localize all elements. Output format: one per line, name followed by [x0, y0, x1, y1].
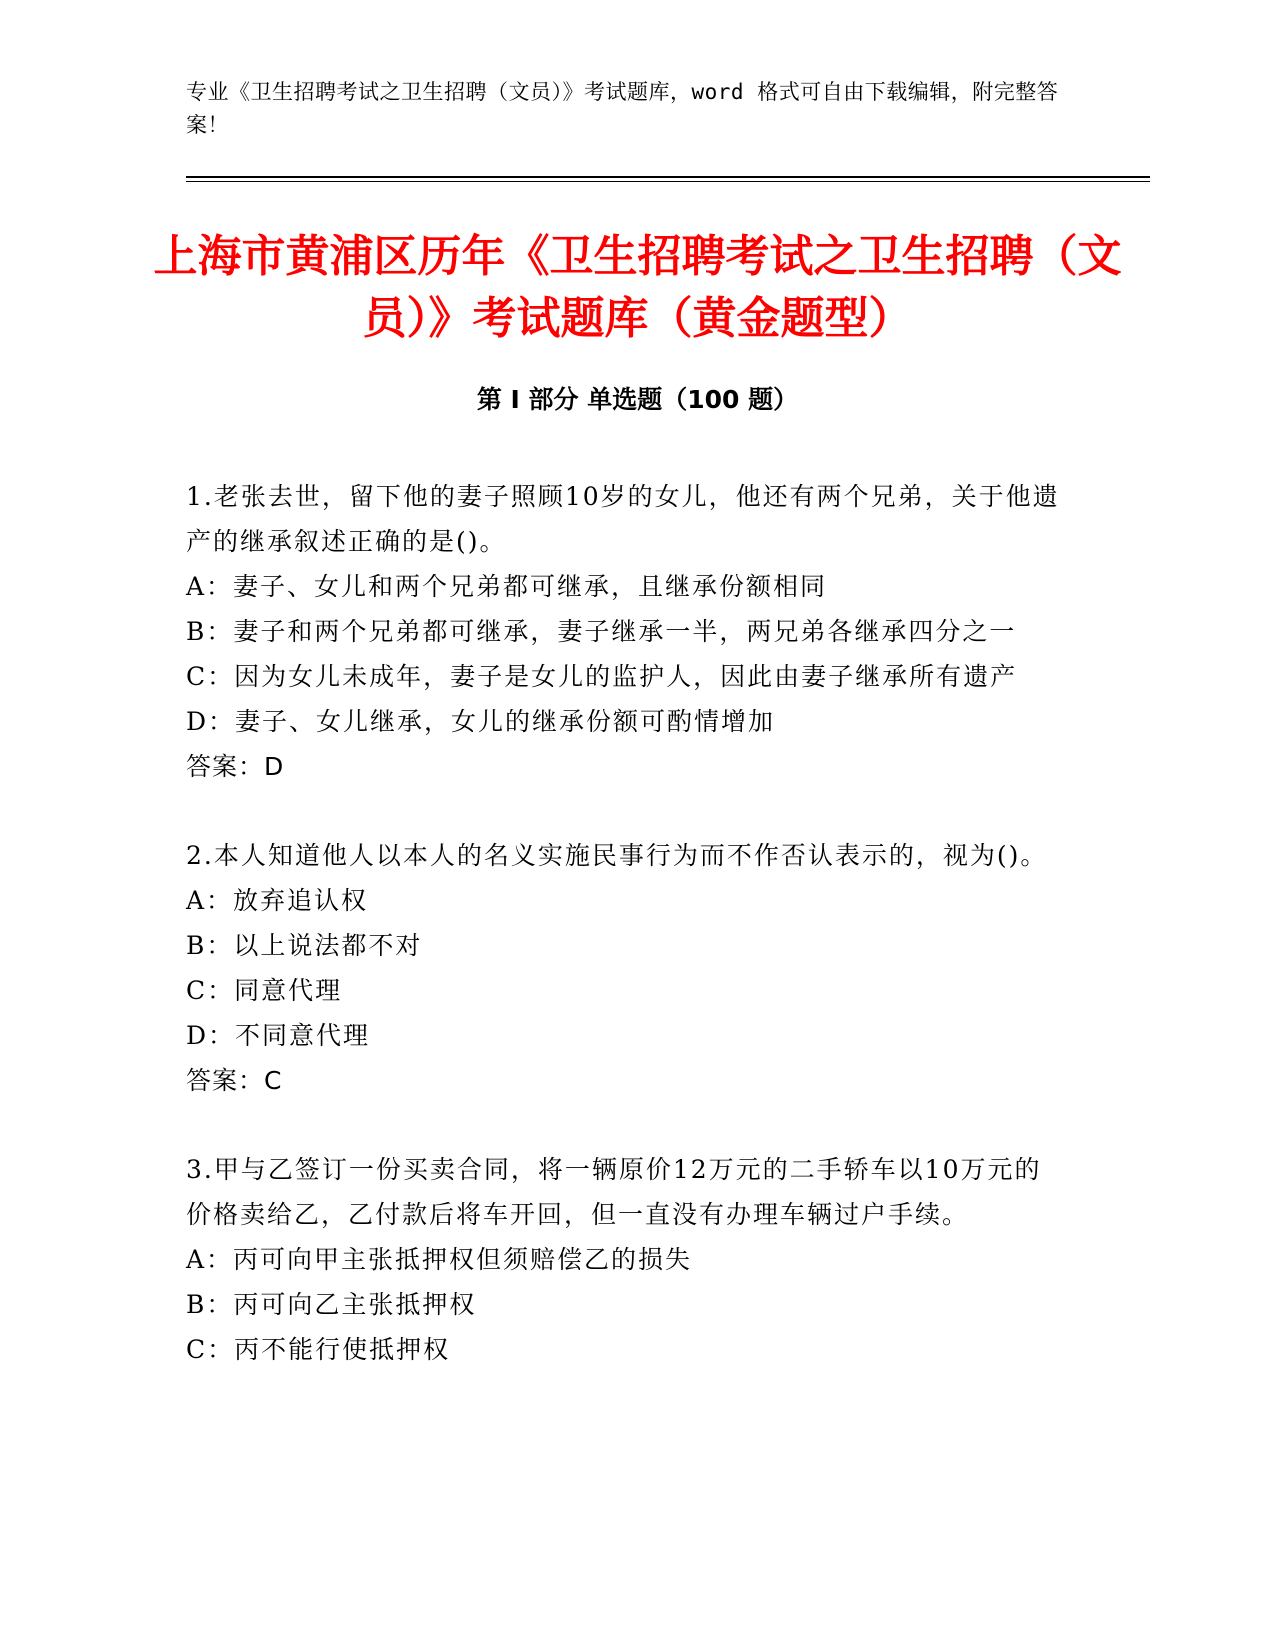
question-stem: 3.甲与乙签订一份买卖合同，将一辆原价12万元的二手轿车以10万元的价格卖给乙，乙付款后将车开回，但一直没有办理车辆过户手续。 — [186, 1155, 1042, 1229]
option-d: D：不同意代理 — [186, 1021, 371, 1050]
section-heading: 第 I 部分 单选题（100 题） — [476, 385, 799, 414]
option-a: A：妻子、女儿和两个兄弟都可继承，且继承份额相同 — [186, 572, 828, 601]
question-3 — [186, 1147, 1066, 1372]
question-list — [186, 474, 1066, 1416]
answer-line: 答案：C — [186, 1066, 283, 1095]
header-note: 专业《卫生招聘考试之卫生招聘（文员）》考试题库，word 格式可自由下载编辑，附完整答案！ — [186, 80, 1059, 137]
option-b: B：以上说法都不对 — [186, 931, 423, 960]
option-c: C：因为女儿未成年，妻子是女儿的监护人，因此由妻子继承所有遗产 — [186, 662, 1018, 691]
question-stem: 1.老张去世，留下他的妻子照顾10岁的女儿，他还有两个兄弟，关于他遗产的继承叙述正确的是()。 — [186, 482, 1060, 556]
option-c: C：同意代理 — [186, 976, 343, 1005]
header-divider-thick — [186, 176, 1150, 178]
option-a: A：丙可向甲主张抵押权但须赔偿乙的损失 — [186, 1245, 693, 1274]
answer-line: 答案：D — [186, 752, 285, 781]
question-2 — [186, 833, 1066, 1103]
question-1 — [186, 474, 1066, 789]
option-c: C：丙不能行使抵押权 — [186, 1335, 451, 1364]
question-stem: 2.本人知道他人以本人的名义实施民事行为而不作否认表示的，视为()。 — [186, 841, 1048, 870]
document-title: 上海市黄浦区历年《卫生招聘考试之卫生招聘（文员）》考试题库（黄金题型） — [153, 231, 1122, 344]
header-divider-thin — [186, 181, 1150, 182]
option-b: B：妻子和两个兄弟都可继承，妻子继承一半，两兄弟各继承四分之一 — [186, 617, 1017, 646]
option-b: B：丙可向乙主张抵押权 — [186, 1290, 477, 1319]
option-d: D：妻子、女儿继承，女儿的继承份额可酌情增加 — [186, 707, 776, 736]
option-a: A：放弃追认权 — [186, 886, 369, 915]
